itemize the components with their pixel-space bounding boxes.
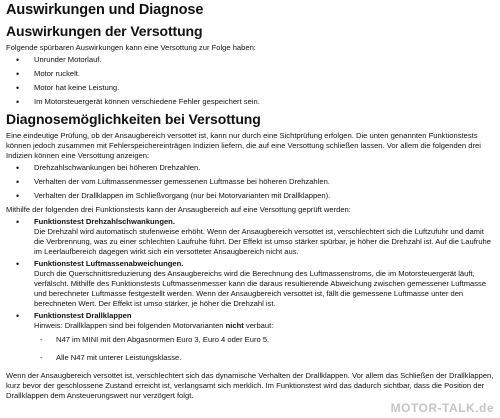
test-note-emphasis: nicht [225,321,244,330]
test-item-luftmasse [6,259,494,309]
list-item: • Verhalten der Drallklappen im Schließvorgang (nur bei Motorvarianten mit Drallklappen). [6,191,494,201]
indicators-list [6,163,494,201]
closing-paragraph: Wenn der Ansaugbereich versottet ist, verschlechtert sich das dynamische Verhalten der Drallklappen. Vor allem das Schließen der Drallklappen, kurz bevor der geschlossene Zustand erreicht ist, verlangsamt sich merklich. Im Funktionstest wird das dadurch sichtbar, dass die Position der Drallklappen dem Ansteuerungswert nur verzögert folgt. [6,371,494,400]
section-intro: Eine eindeutige Prüfung, ob der Ansaugbereich versottet ist, kann nur durch eine Sichtprüfung erfolgen. Die unten genannten Funktionstests können jedoch zusammen mit Fehlerspeichereinträgen Indizien liefern, die auf eine Versottung schließen lassen. Vor allem die folgenden drei Indizien können eine Versottung anzeigen: [6,131,481,160]
test-body: Die Drehzahl wird automatisch stufenweise erhöht. Wenn der Ansaugbereich versottet ist, verschlechtert sich die Luftzufuhr und damit die Verbrennung, was zu einer schlechten Laufruhe führt. Der Effekt ist umso stärker spürbar, je höher die Drehzahl ist. Auf die Laufruhe im Leerlaufbereich dagegen wirkt sich ein versotteter Ansaugbereich nicht aus. [34,227,492,256]
page-title: Auswirkungen und Diagnose [6,2,204,18]
section-heading-auswirkungen: Auswirkungen der Versottung [6,23,203,39]
list-item: • Motor ruckelt. [6,69,494,79]
test-note-suffix: verbaut: [243,321,274,330]
test-note-prefix: Hinweis: Drallklappen sind bei folgenden Motorvarianten [34,321,226,330]
list-item: • Verhalten der vom Luftmassenmesser gemessenen Luftmasse bei höheren Drehzahlen. [6,177,494,187]
list-item: - Alle N47 mit unterer Leistungsklasse. [34,353,494,363]
test-title: • Funktionstest Drallklappen [34,311,132,320]
list-item: • Unrunder Motorlauf. [6,55,494,65]
section-intro: Folgende spürbaren Auswirkungen kann eine Versottung zur Folge haben: [6,43,256,52]
effects-list [6,55,494,107]
test-body: Durch die Querschnittsreduzierung des Ansaugbereichs wird die Berechnung des Luftmassenstroms, die im Motorsteuergerät läuft, verfälscht. Mithilfe des Funktionstests Luftmassenmesser kann die daraus resultierende Abweichung zwischen gemessener Luftmasse und berechneter Luftmasse festgestellt werden. Wenn der Ansaugbereich versottet ist, fällt die gemessene Luftmasse unter den berechneten Wert. Der Effekt ist umso stärker, je höher die Drehzahl ist. [34,269,487,308]
test-body [34,321,494,331]
list-item: • Motor hat keine Leistung. [6,83,494,93]
watermark-logo: MOTOR-TALK.de [390,401,494,415]
list-item: • Drehzahlschwankungen bei höheren Drehzahlen. [6,163,494,173]
test-title: • Funktionstest Luftmassenabweichungen. [34,259,184,268]
list-item: • Im Motorsteuergerät können verschiedene Fehler gespeichert sein. [6,97,494,107]
test-title: • Funktionstest Drehzahlschwankungen. [34,217,175,226]
test-item-drehzahl [6,217,494,257]
section-heading-diagnose: Diagnosemöglichkeiten bei Versottung [6,111,261,127]
test-item-drallklappen [6,311,494,363]
tests-list [6,217,494,363]
engine-variants-list [34,335,494,363]
list-item: - N47 im MINI mit den Abgasnormen Euro 3, Euro 4 oder Euro 5. [34,335,494,345]
tests-intro: Mithilfe der folgenden drei Funktionstests kann der Ansaugbereich auf eine Versottung geprüft werden: [6,205,351,214]
